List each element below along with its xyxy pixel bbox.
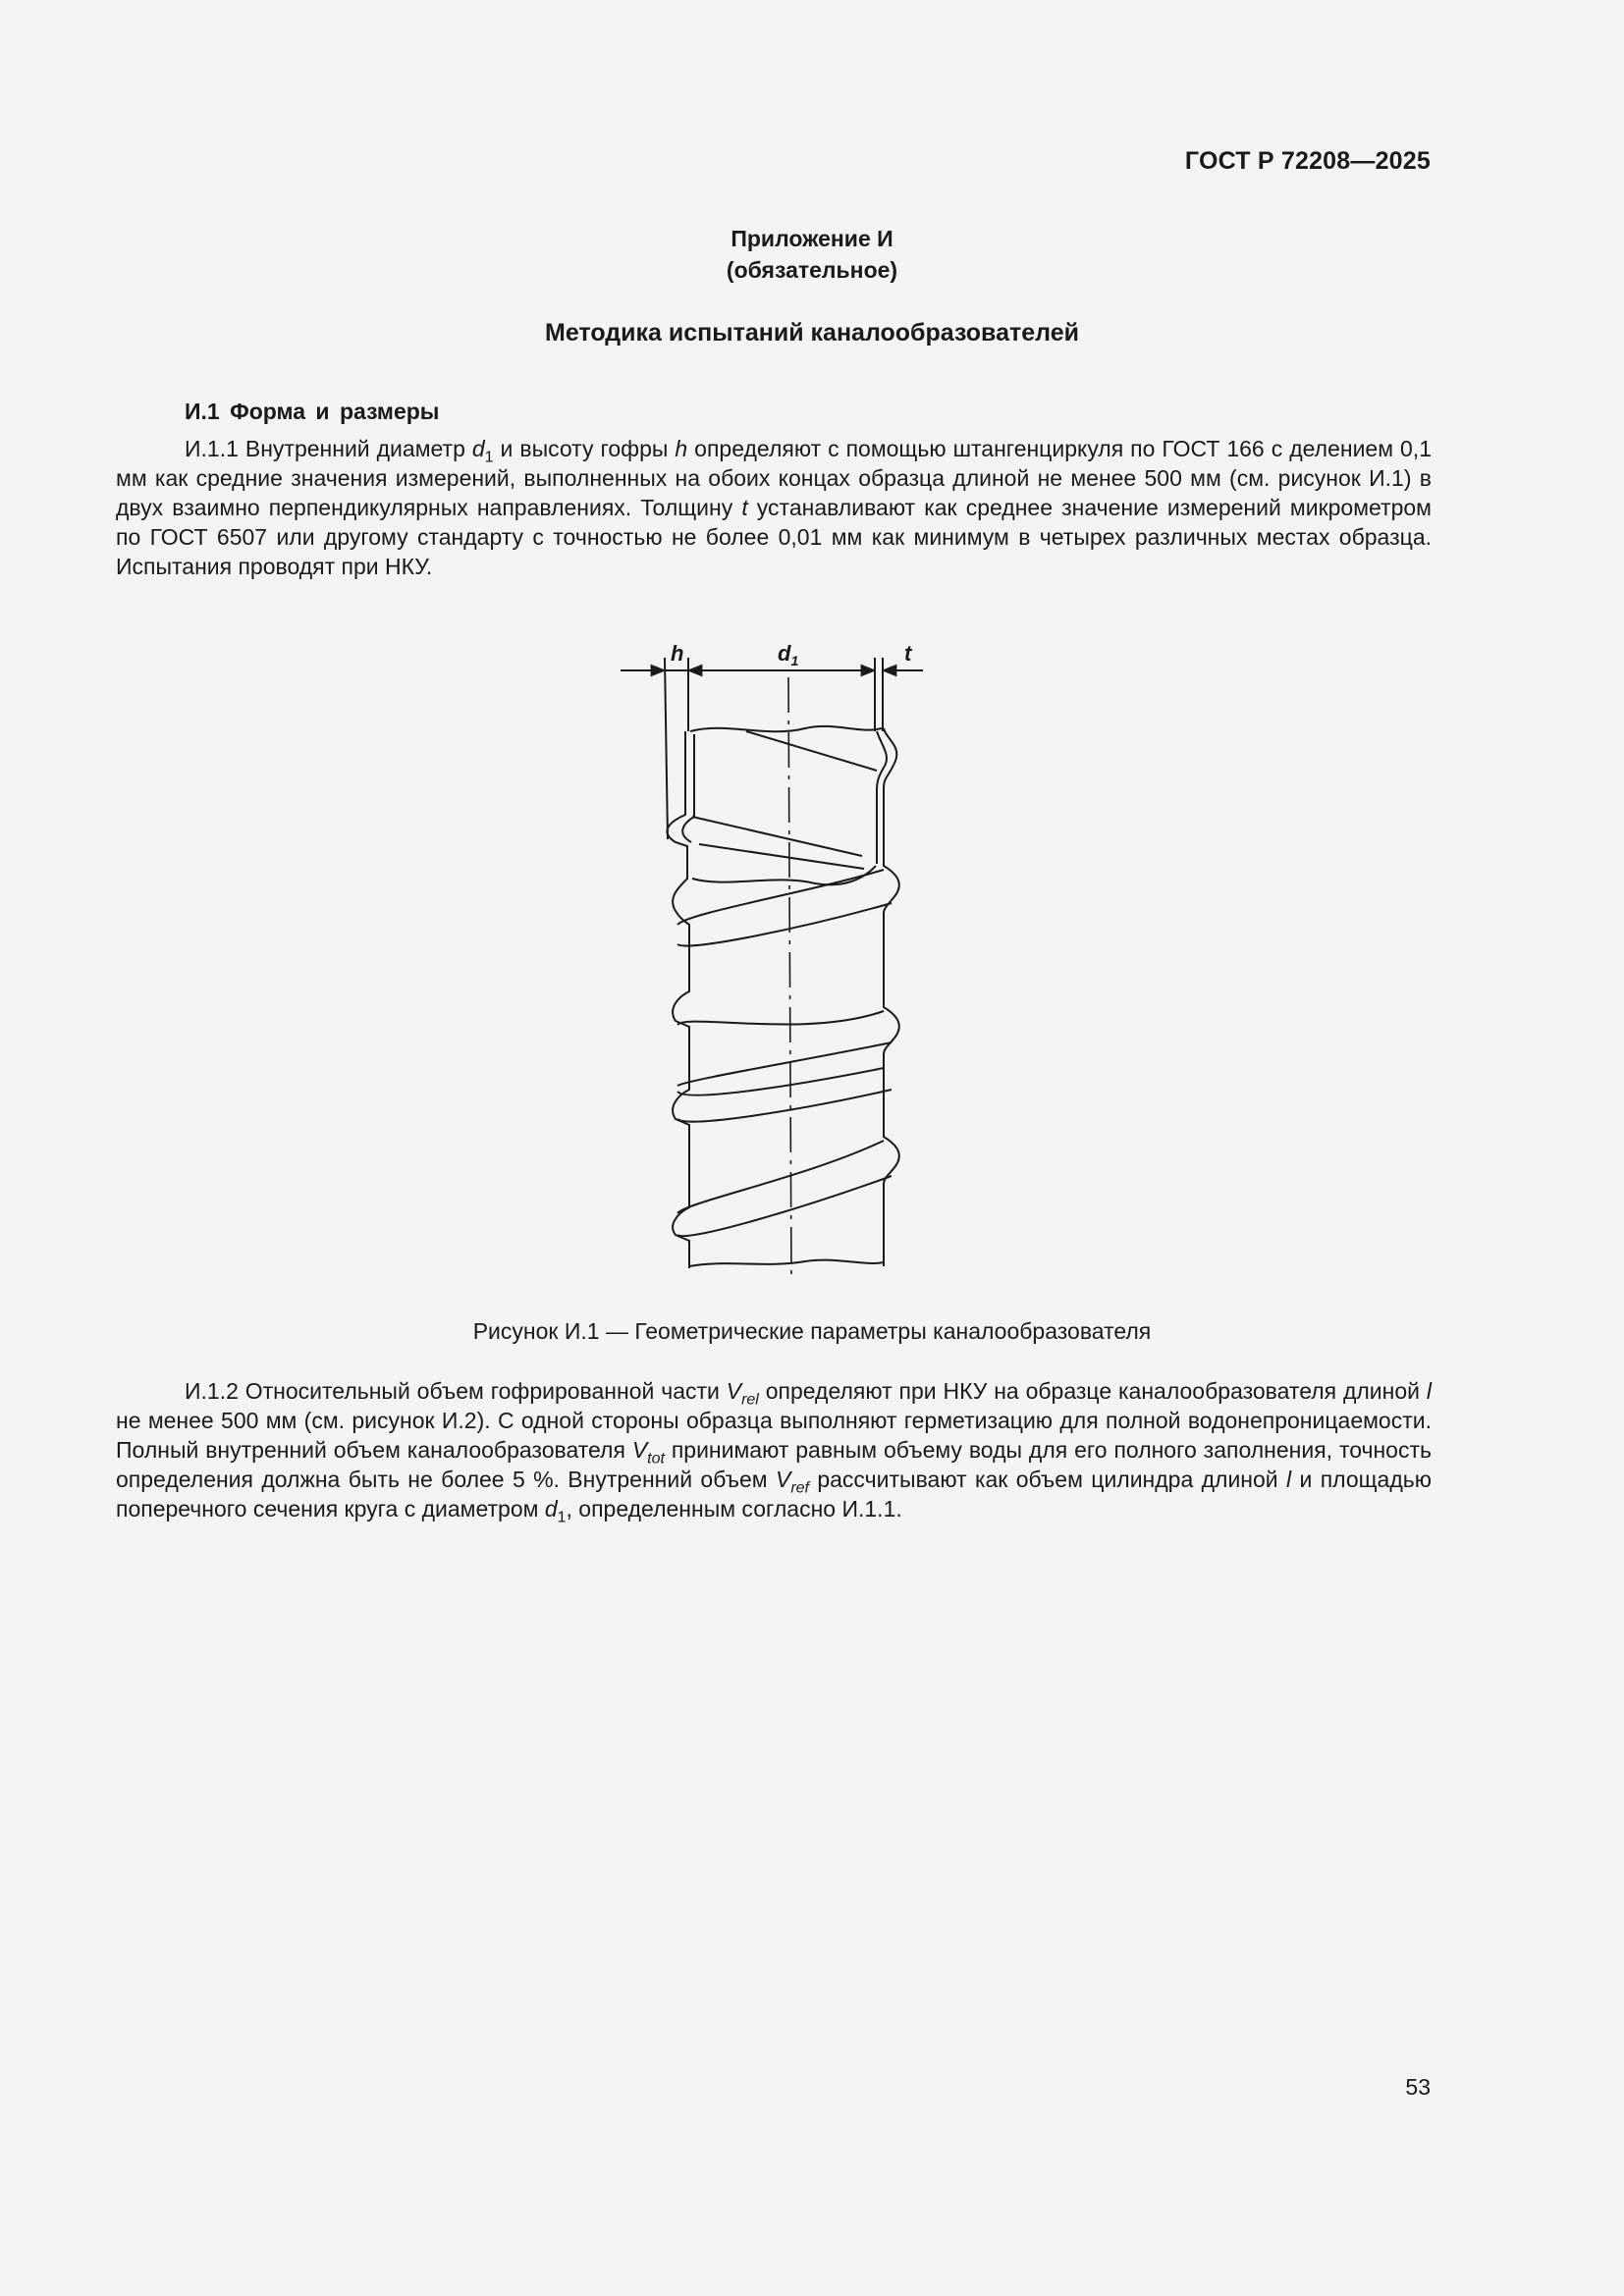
annex-title: Приложение И [731,226,893,251]
main-heading: Методика испытаний каналообразователей [545,319,1079,347]
corrugated-duct-figure [609,636,943,1284]
label-h: h [671,641,684,666]
section-heading: И.1 Форма и размеры [185,399,440,424]
page-number: 53 [1405,2074,1431,2100]
label-d1: $d_1$ [778,641,799,668]
annex-status: (обязательное) [726,257,898,283]
paragraph-1: И.1.1 Внутренний диаметр $d_1$ и высоту гофры h определяют с помощью штангенциркуля по ГОСТ 166 с делением 0,1 мм как средние значения измерений, выполненных на обоих концах образца длиной не менее 500 мм (см. рисунок И.1) в двух взаимно перпендикулярных направлениях. Толщину t устанавливают как среднее значение измерений микрометром по ГОСТ 6507 или другому стандарту с точностью не более 0,01 мм как минимум в четырех различных местах образца. Испытания проводят при НКУ. [116,436,1432,579]
label-t: t [904,641,912,666]
paragraph-2: И.1.2 Относительный объем гофрированной части $V_{rel}$ определяют при НКУ на образце каналообразователя длиной l не менее 500 мм (см. рисунок И.2). С одной стороны образца выполняют герметизацию для полной водонепроницаемости. Полный внутренний объем каналообразователя $V_{tot}$ принимают равным объему воды для его полного заполнения, точность определения должна быть не более 5 %. Внутренний объем $V_{ref}$ рассчитывают как объем цилиндра длиной l и площадью поперечного сечения круга с диаметром $d_1$, определенным согласно И.1.1. [116,1378,1432,1526]
standard-id: ГОСТ Р 72208—2025 [1184,147,1431,175]
figure-caption: Рисунок И.1 — Геометрические параметры каналообразователя [472,1318,1152,1344]
